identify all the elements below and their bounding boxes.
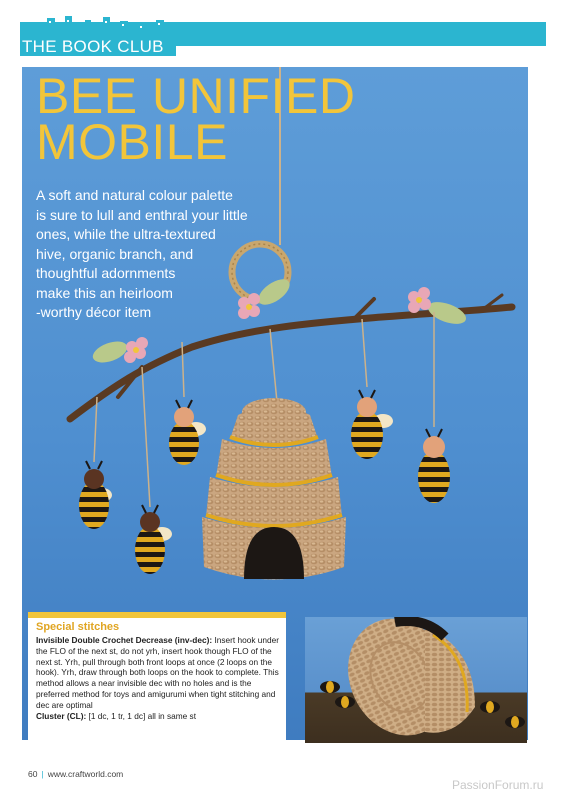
intro-line: ones, while the ultra-textured [36,226,216,242]
watermark: PassionForum.ru [452,778,544,792]
stitch-term-inv-dec: Invisible Double Crochet Decrease (inv-dec): [36,635,213,645]
intro-line: make this an heirloom [36,284,173,301]
special-stitches-text [36,635,281,721]
stitch-desc-cluster: [1 dc, 1 tr, 1 dc] all in same st [86,710,197,721]
crochet-hive [202,398,346,580]
intro-line: -worthy décor item [36,304,152,320]
bee-5 [418,429,450,503]
stitch-term-cluster: Cluster (CL): [36,710,87,721]
intro-text [36,186,276,323]
intro-line: thoughtful adornments [36,265,176,281]
leaf-flower-right [408,287,469,328]
section-label: THE BOOK CLUB [22,37,164,56]
inset-photo [305,617,527,743]
bee-2 [135,505,172,574]
title-line-1: BEE UNIFIED [36,68,356,124]
leaf-flower-left [90,337,148,367]
title-line-2: MOBILE [36,114,228,170]
inset-hive-illustration [305,617,527,743]
bee-1 [79,461,112,529]
footer [28,769,123,779]
page-number: 60 [28,769,38,779]
stitch-desc-inv-dec: Insert hook under the FLO of the next st, do not yrh, insert hook though FLO of the next st. Yrh, pull through both front loops at once (2 loops on the hook). Yrh, draw through both loops on the hook to complete. This method allows a near invisible dec with no holes and is the preferred method for toys and amigurumi when tight stitching and dec are optimal [36,635,280,710]
bee-3 [169,400,206,465]
footer-website[interactable]: www.craftworld.com [47,769,124,779]
special-stitches-accent [28,612,286,618]
article-title [36,68,356,170]
bee-4 [351,390,393,459]
intro-line: A soft and natural colour palette [36,187,233,203]
footer-separator: | [41,769,44,779]
intro-line: hive, organic branch, and [36,245,194,262]
special-stitches-title: Special stitches [36,621,120,633]
intro-line: is sure to lull and enthral your little [36,206,248,223]
